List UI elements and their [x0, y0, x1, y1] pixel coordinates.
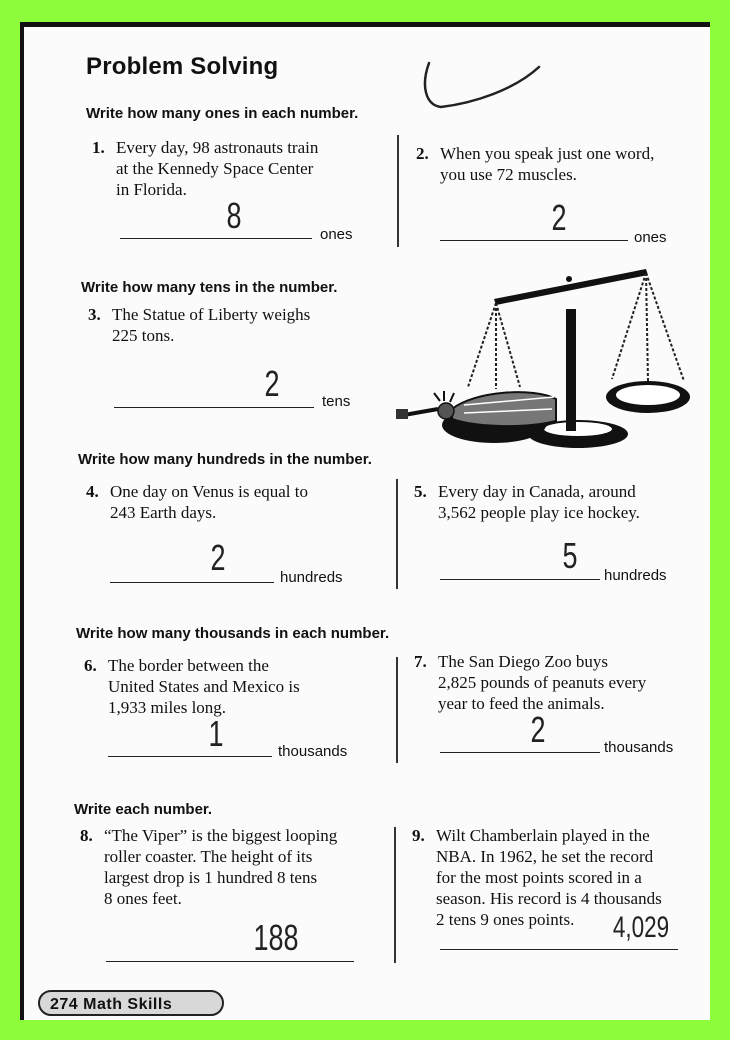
problem-6-text: 6. The border between the United States and Mexico is 1,933 miles long. [84, 656, 300, 717]
page-footer-badge: 274 Math Skills [38, 990, 224, 1016]
answer-line [440, 752, 600, 753]
column-divider [397, 135, 399, 247]
answer-line [108, 756, 272, 757]
problem-4-text: 4. One day on Venus is equal to 243 Earth days. [86, 482, 308, 522]
section-heading: Write how many thousands in each number. [76, 625, 390, 642]
balance-scale-illustration [394, 259, 694, 459]
problem-5-text: 5. Every day in Canada, around 3,562 people play ice hockey. [414, 482, 640, 522]
answer-9-handwritten: 4,029 [612, 911, 670, 944]
problem-1-text: 1. Every day, 98 astronauts train at the Kennedy Space Center in Florida. [92, 138, 319, 199]
answer-line [114, 407, 314, 408]
answer-line [110, 582, 274, 583]
answer-line [120, 238, 312, 239]
section-heading: Write how many hundreds in the number. [78, 451, 372, 468]
section-heading: Write each number. [74, 801, 213, 818]
column-divider [396, 479, 398, 589]
check-mark-icon [419, 55, 549, 115]
unit-label: tens [322, 393, 351, 410]
answer-line [440, 579, 600, 580]
page-title: Problem Solving [86, 53, 279, 80]
answer-line [440, 949, 678, 950]
unit-label: hundreds [604, 567, 667, 584]
worksheet-page [20, 22, 710, 1020]
unit-label: hundreds [280, 569, 343, 586]
section-heading: Write how many tens in the number. [81, 279, 338, 296]
problem-3-text: 3. The Statue of Liberty weighs 225 tons. [88, 305, 311, 345]
answer-1-handwritten: 8 [226, 195, 242, 236]
answer-5-handwritten: 5 [562, 535, 578, 576]
problem-2-text: 2. When you speak just one word, you use 72 muscles. [416, 144, 655, 184]
column-divider [396, 657, 398, 763]
problem-9-text: 9. Wilt Chamberlain played in the NBA. In 1962, he set the record for the most points scored in a season. His record is 4 thousands 2 tens 9 ones points. [412, 826, 662, 929]
answer-7-handwritten: 2 [530, 709, 546, 750]
unit-label: ones [634, 229, 667, 246]
section-heading: Write how many ones in each number. [86, 105, 359, 122]
column-divider [394, 827, 396, 963]
unit-label: ones [320, 226, 353, 243]
unit-label: thousands [278, 743, 348, 760]
problem-8-text: 8. “The Viper” is the biggest looping roller coaster. The height of its largest drop is 1 hundred 8 tens 8 ones feet. [80, 826, 338, 908]
answer-3-handwritten: 2 [264, 363, 280, 404]
problem-7-text: 7. The San Diego Zoo buys 2,825 pounds of peanuts every year to feed the animals. [414, 652, 647, 713]
answer-line [440, 240, 628, 241]
answer-4-handwritten: 2 [210, 537, 226, 578]
answer-8-handwritten: 188 [253, 917, 299, 958]
unit-label: thousands [604, 739, 674, 756]
answer-line [106, 961, 354, 962]
answer-6-handwritten: 1 [208, 713, 224, 754]
answer-2-handwritten: 2 [551, 197, 567, 238]
